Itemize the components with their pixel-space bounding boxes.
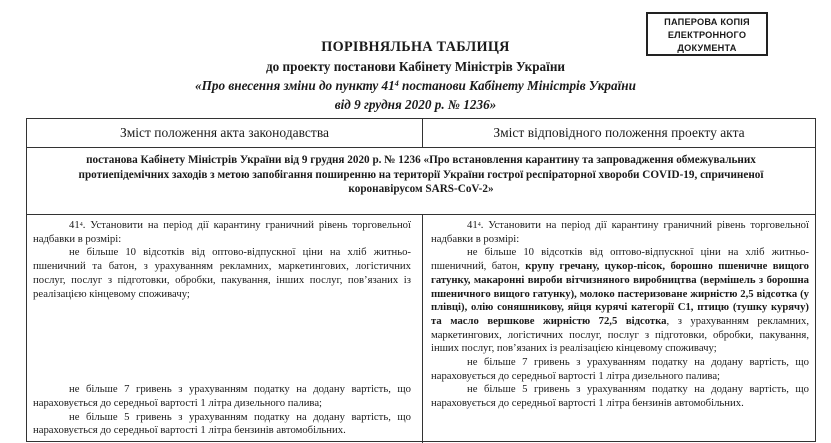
paragraph-number: $41^4$: [69, 219, 83, 231]
paragraph-number: $41^4$: [467, 219, 481, 231]
table-header-row: [27, 119, 815, 148]
document-subtitle: до проекту постанови Кабінету Міністрів України: [265, 59, 566, 74]
current-provision-cell: [33, 219, 411, 438]
paragraph: не більше 5 гривень з урахуванням податку на додану вартість, що нараховується до середньої вартості 1 літра бензинів автомобільних.: [33, 410, 411, 437]
document-heading: [0, 38, 831, 114]
paragraph: не більше 10 відсотків від оптово-відпускної ціни на хліб житньо-пшеничний та батон, з урахуванням рекламних, маркетингових, логістичних послуг, послуг з підготовки, обробки, пакування, інших послуг, пов’язаних із реалізацією кінцевому споживачу;: [33, 246, 411, 300]
paragraph: не більше 5 гривень з урахуванням податку на додану вартість, що нараховується до середньої вартості 1 літра бензинів автомобільних.: [431, 383, 809, 410]
resolution-title: [0, 76, 831, 95]
resolution-title-end: постанови Кабінету Міністрів України: [398, 78, 636, 93]
resolution-title-sup: 4: [394, 79, 399, 88]
resolution-date: від 9 грудня 2020 р. № 1236»: [334, 97, 497, 112]
paragraph: $41^4$. Установити на період дії карантину граничний рівень торговельної надбавки в розмірі:: [431, 219, 809, 245]
header-draft-provision: Зміст відповідного положення проекту акта: [493, 125, 745, 140]
draft-provision-cell: [431, 219, 809, 411]
stamp-line: ЕЛЕКТРОННОГО: [667, 30, 747, 40]
resolution-title-start: «Про внесення зміни до пункту 41: [195, 78, 395, 93]
stamp-line: ПАПЕРОВА КОПІЯ: [664, 17, 750, 27]
document-title: ПОРІВНЯЛЬНА ТАБЛИЦЯ: [321, 39, 510, 55]
paragraph: не більше 7 гривень з урахуванням податку на додану вартість, що нараховується до середньої вартості 1 літра дизельного палива;: [33, 383, 411, 409]
column-divider: [422, 215, 423, 443]
paragraph: $41^4$. Установити на період дії карантину граничний рівень торговельної надбавки в розмірі:: [33, 219, 411, 245]
table-span-row: постанова Кабінету Міністрів України від 9 грудня 2020 р. № 1236 «Про встановлення карантину та запровадження обмежувальних протиепідемічних заходів з метою запобігання поширенню на території України гострої респіраторної хвороби COVID-19, спричиненої коронавірусом SARS-CoV-2»: [27, 147, 815, 215]
header-current-provision: Зміст положення акта законодавства: [119, 125, 330, 140]
paragraph: не більше 7 гривень з урахуванням податку на додану вартість, що нараховується до середньої вартості 1 літра дизельного палива;: [431, 356, 809, 382]
stamp-line: ДОКУМЕНТА: [677, 43, 737, 53]
amended-text: крупу гречану, цукор-пісок, борошно пшеничне вищого гатунку, макаронні вироби вітчизняного виробництва (вермішель з борошна пшеничного вищого гатунку), молоко пастеризоване жирністю 2,5 відсотка (у плівці), олію соняшникову, яйця курячі категорії С1, птицю (тушку курячу) та масло вершкове жирністю 72,5 відсотка: [431, 260, 809, 327]
paragraph: не більше 10 відсотків від оптово-відпускної ціни на хліб житньо-пшеничний, батон, крупу гречану, цукор-пісок, борошно пшеничне вищого гатунку, макаронні вироби вітчизняного виробництва (вермішель з борошна пшеничного вищого гатунку), молоко пастеризоване жирністю 2,5 відсотка (у плівці), олію соняшникову, яйця курячі категорії С1, птицю (тушку курячу) та масло вершкове жирністю 72,5 відсотка, з урахуванням рекламних, маркетингових, логістичних послуг, послуг з підготовки, обробки, пакування, інших послуг, пов’язаних із реалізацією кінцевому споживачу;: [431, 246, 809, 355]
comparison-table: [26, 118, 816, 442]
